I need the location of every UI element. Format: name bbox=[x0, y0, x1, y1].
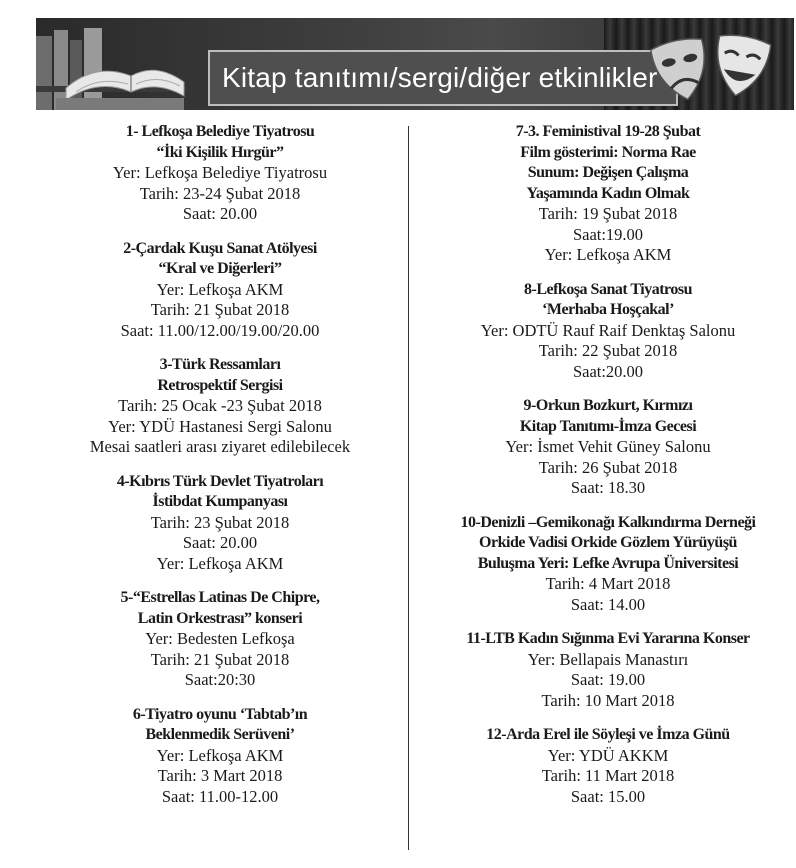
event-title: 2-Çardak Kuşu Sanat Atölyesi bbox=[123, 239, 317, 257]
event-item bbox=[420, 122, 796, 266]
header-banner bbox=[36, 18, 794, 110]
page-title: Kitap tanıtımı/sergi/diğer etkinlikler bbox=[222, 62, 658, 93]
event-title: Buluşma Yeri: Lefke Avrupa Üniversitesi bbox=[477, 554, 739, 572]
event-item bbox=[420, 513, 796, 616]
events-column-right bbox=[420, 122, 796, 821]
event-detail: Yer: YDÜ Hastanesi Sergi Salonu bbox=[108, 416, 332, 436]
event-detail: Saat:20.00 bbox=[572, 361, 644, 381]
event-title: Latin Orkestrası” konseri bbox=[137, 609, 303, 627]
event-detail: Yer: Lefkoşa AKM bbox=[156, 553, 284, 573]
event-detail: Tarih: 10 Mart 2018 bbox=[541, 690, 675, 710]
event-detail: Saat: 11.00/12.00/19.00/20.00 bbox=[120, 320, 320, 340]
event-detail: Yer: Lefkoşa AKM bbox=[156, 745, 284, 765]
event-item bbox=[40, 239, 400, 342]
event-item bbox=[420, 725, 796, 807]
event-title: Orkide Vadisi Orkide Gözlem Yürüyüşü bbox=[479, 534, 737, 551]
event-detail: Tarih: 21 Şubat 2018 bbox=[150, 649, 290, 669]
event-title: Beklenmedik Serüveni’ bbox=[145, 726, 295, 743]
event-title: İstibdat Kumpanyası bbox=[152, 493, 288, 510]
event-title: 5-“Estrellas Latinas De Chipre, bbox=[120, 589, 320, 606]
event-detail: Yer: YDÜ AKKM bbox=[547, 745, 669, 765]
event-item bbox=[420, 396, 796, 499]
event-detail: Saat: 20.00 bbox=[182, 533, 258, 552]
event-item bbox=[420, 629, 796, 711]
event-item bbox=[40, 705, 400, 808]
event-detail: Yer: ODTÜ Rauf Raif Denktaş Salonu bbox=[480, 320, 736, 340]
event-detail: Yer: Bellapais Manastırı bbox=[527, 649, 689, 669]
event-title: 1- Lefkoşa Belediye Tiyatrosu bbox=[125, 123, 315, 140]
event-detail: Saat:20:30 bbox=[184, 670, 256, 689]
event-title: 12-Arda Erel ile Söyleşi ve İmza Günü bbox=[486, 726, 730, 743]
event-detail: Saat: 15.00 bbox=[570, 786, 646, 806]
event-detail: Yer: Lefkoşa Belediye Tiyatrosu bbox=[112, 163, 328, 182]
event-detail: Mesai saatleri arası ziyaret edilebilecek bbox=[89, 437, 351, 456]
event-detail: Tarih: 23 Şubat 2018 bbox=[150, 512, 290, 532]
event-detail: Tarih: 11 Mart 2018 bbox=[541, 766, 675, 785]
event-title: Retrospektif Sergisi bbox=[157, 376, 283, 394]
event-detail: Tarih: 25 Ocak -23 Şubat 2018 bbox=[118, 396, 322, 415]
event-detail: Saat: 14.00 bbox=[570, 594, 646, 614]
event-title: “Kral ve Diğerleri” bbox=[158, 260, 282, 277]
event-detail: Tarih: 22 Şubat 2018 bbox=[538, 341, 678, 360]
event-item bbox=[40, 355, 400, 458]
event-detail: Tarih: 23-24 Şubat 2018 bbox=[139, 183, 301, 203]
event-detail: Saat:19.00 bbox=[572, 224, 644, 244]
event-detail: Saat: 20.00 bbox=[182, 204, 258, 223]
event-item bbox=[40, 472, 400, 575]
event-item bbox=[40, 122, 400, 225]
event-detail: Tarih: 4 Mart 2018 bbox=[545, 574, 671, 593]
theater-masks-icon bbox=[648, 34, 776, 106]
event-detail: Tarih: 21 Şubat 2018 bbox=[150, 300, 290, 319]
event-title: Yaşamında Kadın Olmak bbox=[526, 184, 690, 202]
event-title: 8-Lefkoşa Sanat Tiyatrosu bbox=[524, 280, 692, 298]
header-title-box bbox=[208, 50, 678, 106]
event-detail: Tarih: 26 Şubat 2018 bbox=[538, 457, 678, 477]
event-title: 4-Kıbrıs Türk Devlet Tiyatroları bbox=[116, 472, 324, 490]
event-detail: Yer: Lefkoşa AKM bbox=[156, 279, 284, 299]
event-detail: Saat: 18.30 bbox=[570, 478, 646, 497]
event-title: 7-3. Feministival 19-28 Şubat bbox=[515, 123, 701, 140]
event-detail: Tarih: 19 Şubat 2018 bbox=[538, 204, 678, 223]
event-detail: Saat: 11.00-12.00 bbox=[161, 786, 279, 806]
event-title: 9-Orkun Bozkurt, Kırmızı bbox=[523, 397, 693, 414]
event-item bbox=[420, 280, 796, 383]
event-title: Sunum: Değişen Çalışma bbox=[527, 164, 689, 181]
event-detail: Yer: Bedesten Lefkoşa bbox=[145, 629, 295, 648]
event-title: 6-Tiyatro oyunu ‘Tabtab’ın bbox=[132, 705, 308, 723]
event-title: Kitap Tanıtımı-İmza Gecesi bbox=[519, 417, 697, 435]
event-title: 11-LTB Kadın Sığınma Evi Yararına Konser bbox=[466, 630, 750, 647]
event-detail: Yer: İsmet Vehit Güney Salonu bbox=[505, 437, 711, 456]
event-title: 3-Türk Ressamları bbox=[159, 356, 281, 373]
column-divider bbox=[408, 126, 409, 850]
event-title: ‘Merhaba Hoşçakal’ bbox=[542, 301, 674, 318]
event-detail: Yer: Lefkoşa AKM bbox=[544, 245, 672, 264]
books-icon bbox=[36, 26, 186, 110]
event-detail: Tarih: 3 Mart 2018 bbox=[157, 766, 283, 785]
event-title: 10-Denizli –Gemikonağı Kalkındırma Derneği bbox=[460, 513, 756, 531]
event-title: “İki Kişilik Hırgür” bbox=[156, 143, 284, 161]
events-column-left bbox=[40, 122, 400, 821]
event-item bbox=[40, 588, 400, 691]
event-detail: Saat: 19.00 bbox=[570, 670, 646, 689]
event-title: Film gösterimi: Norma Rae bbox=[520, 143, 696, 161]
